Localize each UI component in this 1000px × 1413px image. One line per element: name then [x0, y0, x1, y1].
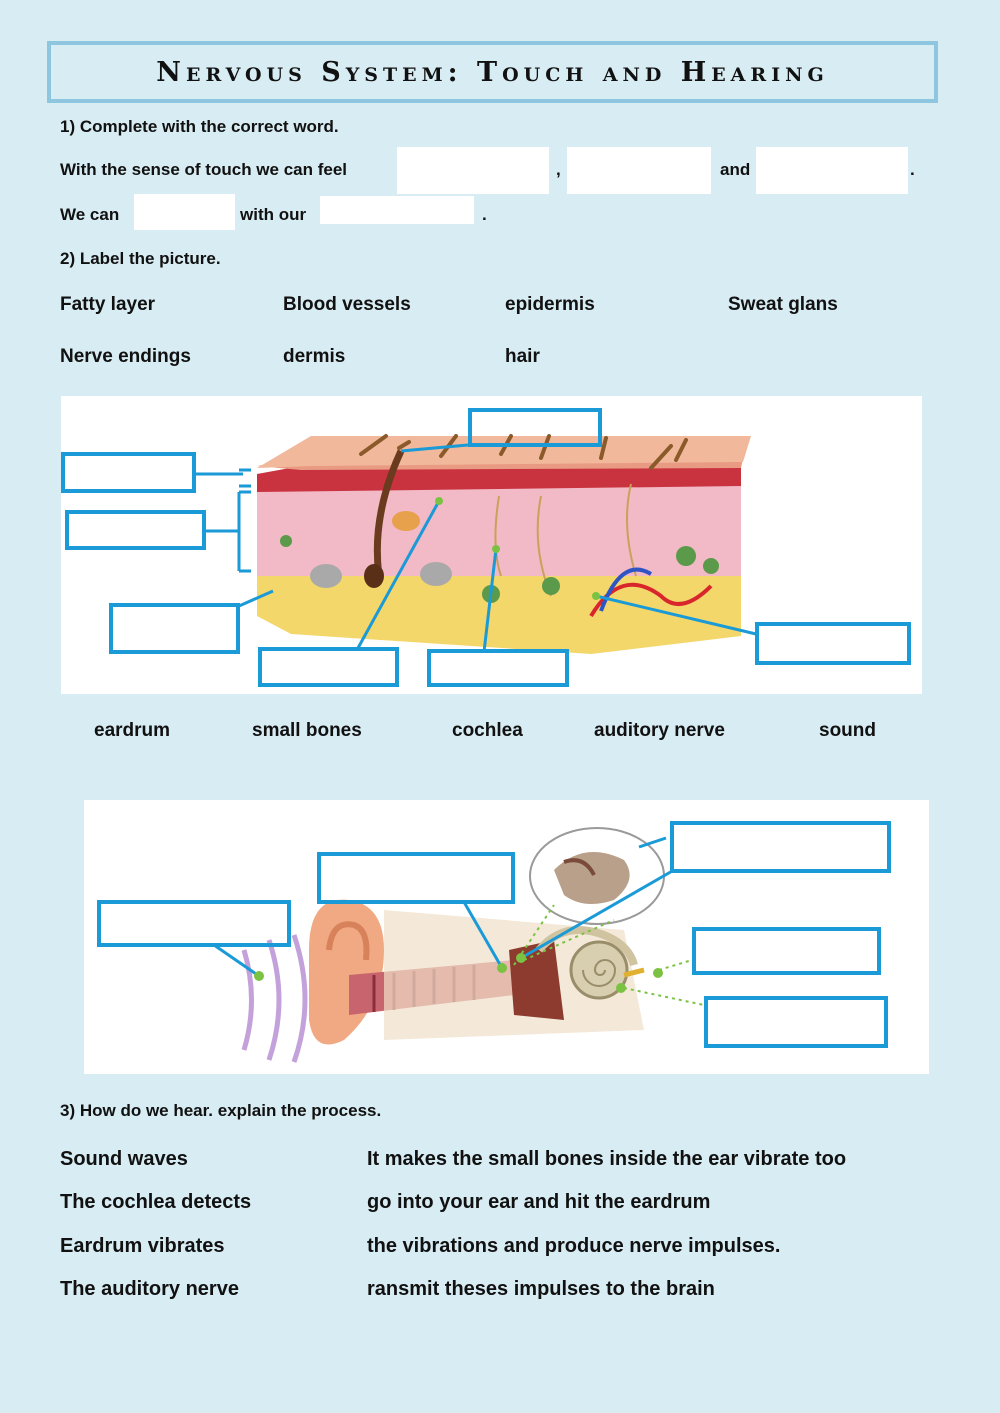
word-sound: sound: [819, 720, 876, 741]
title-box: [47, 41, 938, 103]
word-blood-vessels: Blood vessels: [283, 294, 411, 315]
ear-label-box-2[interactable]: [317, 852, 515, 904]
page-title: Nervous System: Touch and Hearing: [156, 56, 829, 88]
word-nerve-endings: Nerve endings: [60, 346, 191, 367]
skin-label-box-6[interactable]: [427, 649, 569, 687]
word-fatty-layer: Fatty layer: [60, 294, 156, 315]
skin-label-box-7[interactable]: [755, 622, 911, 665]
match-left-1[interactable]: Sound waves: [60, 1148, 188, 1170]
word-sweat-glands: Sweat glans: [728, 294, 838, 315]
ear-label-box-5[interactable]: [704, 996, 888, 1048]
sentence2-end: .: [482, 205, 487, 224]
word-auditory-nerve: auditory nerve: [594, 720, 725, 741]
section2-heading: 2) Label the picture.: [60, 249, 221, 268]
match-left-4[interactable]: The auditory nerve: [60, 1278, 239, 1300]
word-hair: hair: [505, 346, 540, 367]
match-right-3[interactable]: the vibrations and produce nerve impulses.: [367, 1235, 781, 1257]
ear-label-box-4[interactable]: [692, 927, 881, 975]
word-cochlea: cochlea: [452, 720, 523, 741]
word-small-bones: small bones: [252, 720, 362, 741]
match-left-3[interactable]: Eardrum vibrates: [60, 1235, 225, 1257]
touch-blank-1[interactable]: [397, 147, 549, 194]
sentence1-and: and: [720, 160, 751, 179]
sentence1-comma: ,: [556, 160, 561, 179]
touch-blank-3[interactable]: [756, 147, 908, 194]
match-right-4[interactable]: ransmit theses impulses to the brain: [367, 1278, 715, 1300]
match-right-1[interactable]: It makes the small bones inside the ear vibrate too: [367, 1148, 847, 1170]
word-eardrum: eardrum: [94, 720, 171, 741]
skin-label-box-1[interactable]: [468, 408, 602, 447]
section1-heading: 1) Complete with the correct word.: [60, 117, 339, 136]
skin-label-box-3[interactable]: [65, 510, 206, 550]
skin-label-box-2[interactable]: [61, 452, 196, 493]
ear-label-box-3[interactable]: [670, 821, 891, 873]
touch-blank-5[interactable]: [320, 196, 474, 224]
match-left-2[interactable]: The cochlea detects: [60, 1191, 252, 1213]
ear-label-box-1[interactable]: [97, 900, 291, 947]
sentence1-end: .: [910, 160, 915, 179]
section3-heading: 3) How do we hear. explain the process.: [60, 1101, 382, 1120]
touch-blank-4[interactable]: [134, 194, 235, 230]
sentence2-middle: with our: [240, 205, 307, 224]
sentence1-start: With the sense of touch we can feel: [60, 160, 348, 179]
word-epidermis: epidermis: [505, 294, 595, 315]
word-dermis: dermis: [283, 346, 346, 367]
match-right-2[interactable]: go into your ear and hit the eardrum: [367, 1191, 711, 1213]
sentence2-start: We can: [60, 205, 120, 224]
skin-label-box-5[interactable]: [258, 647, 399, 687]
touch-blank-2[interactable]: [567, 147, 711, 194]
skin-label-box-4[interactable]: [109, 603, 240, 654]
